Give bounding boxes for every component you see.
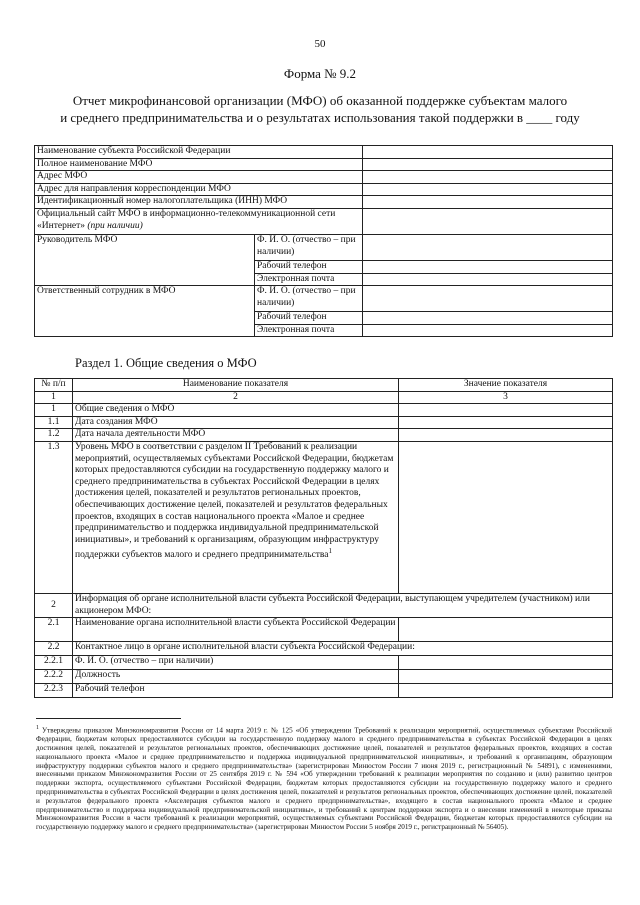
row-label-text: Уровень МФО в соответствии с разделом II Требований к реализации мероприятий, осуществляемых субъектами Российской Федерации, бюджетам которых предоставляются субсидии на государственную поддержку малого и среднего предпринимательства в субъектах Российской Федерации в целях достижения целей, показателей и результатов региональных проектов, обеспечивающих достижение целей, показателей и результатов федеральных проектов, входящих в состав национального проекта «Малое и среднее предпринимательство и поддержка индивидуальной предпринимательской инициативы», и требований к организациям, образующим инфраструктуру поддержки субъектов малого и среднего предпринимательства: [75, 441, 394, 561]
label-resp-phone: Рабочий телефон: [255, 312, 363, 325]
row-number: 2: [35, 593, 73, 617]
column-number-3: 3: [399, 391, 613, 404]
info-row-full-name: [35, 158, 613, 171]
table-row: [35, 593, 613, 617]
info-row-mail-address: [35, 183, 613, 196]
header-num: № п/п: [35, 379, 73, 392]
label-address: Адрес МФО: [35, 171, 363, 184]
label-head: Руководитель МФО: [35, 234, 255, 285]
row-number: 1.3: [35, 441, 73, 593]
table-row: [35, 416, 613, 429]
value-full-name[interactable]: [363, 158, 613, 171]
row-label: Рабочий телефон: [73, 684, 399, 698]
document-title: [40, 92, 600, 126]
title-line-2: и среднего предпринимательства и о результатах использования такой поддержки в ____ году: [60, 110, 580, 125]
row-label: Общие сведения о МФО: [73, 404, 399, 417]
info-row-head-fio: [35, 234, 613, 260]
value-head-phone[interactable]: [363, 260, 613, 273]
row-number: 2.2: [35, 642, 73, 656]
label-mail-address: Адрес для направления корреспонденции МФО: [35, 183, 363, 196]
table-row: [35, 656, 613, 670]
footnote: [36, 724, 612, 832]
info-row-website: [35, 208, 613, 234]
header-name: Наименование показателя: [73, 379, 399, 392]
value-resp-fio[interactable]: [363, 286, 613, 312]
row-number: 1: [35, 404, 73, 417]
row-number: 2.1: [35, 618, 73, 642]
label-region: Наименование субъекта Российской Федерации: [35, 146, 363, 159]
row-value[interactable]: [399, 656, 613, 670]
column-number-2: 2: [73, 391, 399, 404]
label-head-email: Электронная почта: [255, 273, 363, 286]
label-website: [35, 208, 363, 234]
row-label: Контактное лицо в органе исполнительной власти субъекта Российской Федерации:: [73, 642, 613, 656]
table-row: [35, 642, 613, 656]
footnote-separator: [36, 718, 181, 719]
value-mail-address[interactable]: [363, 183, 613, 196]
value-resp-email[interactable]: [363, 324, 613, 337]
row-label: Должность: [73, 670, 399, 684]
label-resp-email: Электронная почта: [255, 324, 363, 337]
title-line-1: Отчет микрофинансовой организации (МФО) об оказанной поддержке субъектам малого: [72, 93, 568, 108]
row-value[interactable]: [399, 404, 613, 417]
table-row: [35, 618, 613, 642]
value-website[interactable]: [363, 208, 613, 234]
row-label: [73, 441, 399, 593]
label-head-fio: Ф. И. О. (отчество – при наличии): [255, 234, 363, 260]
header-value: Значение показателя: [399, 379, 613, 392]
value-head-fio[interactable]: [363, 234, 613, 260]
header-row: [35, 379, 613, 392]
table-row: [35, 429, 613, 442]
row-value[interactable]: [399, 429, 613, 442]
value-region[interactable]: [363, 146, 613, 159]
row-value[interactable]: [399, 416, 613, 429]
row-number: 1.2: [35, 429, 73, 442]
row-label: Наименование органа исполнительной власти субъекта Российской Федерации: [73, 618, 399, 642]
info-row-resp-fio: [35, 286, 613, 312]
row-number: 2.2.3: [35, 684, 73, 698]
label-responsible: Ответственный сотрудник в МФО: [35, 286, 255, 337]
page-number: 50: [314, 38, 326, 50]
value-address[interactable]: [363, 171, 613, 184]
row-number: 1.1: [35, 416, 73, 429]
label-resp-fio: Ф. И. О. (отчество – при наличии): [255, 286, 363, 312]
value-head-email[interactable]: [363, 273, 613, 286]
table-row: [35, 441, 613, 593]
row-value[interactable]: [399, 684, 613, 698]
value-resp-phone[interactable]: [363, 312, 613, 325]
footnote-text: Утверждены приказом Минэкономразвития России от 14 марта 2019 г. № 125 «Об утверждении Требований к реализации мероприятий, осуществляемых субъектами Российской Федерации, бюджетам которых предоставляются субсидии на государственную поддержку малого и среднего предпринимательства в субъектах Российской Федерации в целях достижения целей, показателей и результатов региональных проектов, обеспечивающих достижение целей, показателей и результатов федеральных проектов, входящих в состав национального проекта «Малое и среднее предпринимательство и поддержка индивидуальной предпринимательской инициативы», и требований к организациям, образующим инфраструктуру поддержки субъектов малого и среднего предпринимательства» (зарегистрирован Минюстом России 7 июня 2019 г., регистрационный № 54891), с изменениями, внесенными приказом Минэкономразвития России от 25 сентября 2019 г. № 594 «Об утверждении требований к реализации мероприятия по созданию и (или) развитию центров поддержки экспорта, осуществляемого субъектами Российской Федерации, бюджетам которых предоставляются субсидии на государственную поддержку малого и среднего предпринимательства в субъектах Российской Федерации в целях достижения целей, показателей и результатов региональных проектов, обеспечивающих достижение целей, показателей и результатов федерального проекта «Акселерация субъектов малого и среднего предпринимательства», входящего в состав национального проекта «Малое и среднее предпринимательство и поддержка индивидуальной предпринимательской инициативы», и требований к центрам поддержки экспорта и о внесении изменений в некоторые приказы Минэкономразвития России в части требований к реализации мероприятий, осуществляемых субъектами Российской Федерации, бюджетам которых предоставляются субсидии на государственную поддержку малого и среднего предпринимательства» (зарегистрирован Минюстом России 5 ноября 2019 г., регистрационный № 56405).: [36, 726, 613, 832]
row-label: Дата создания МФО: [73, 416, 399, 429]
column-number-row: [35, 391, 613, 404]
footnote-ref: 1: [328, 547, 333, 556]
row-label: Ф. И. О. (отчество – при наличии): [73, 656, 399, 670]
row-number: 2.2.1: [35, 656, 73, 670]
label-head-phone: Рабочий телефон: [255, 260, 363, 273]
row-label: Информация об органе исполнительной власти субъекта Российской Федерации, выступающем учредителем (участником) или акционером МФО:: [73, 593, 613, 617]
section-1-title: Раздел 1. Общие сведения о МФО: [75, 356, 257, 370]
info-row-inn: [35, 196, 613, 209]
row-value[interactable]: [399, 441, 613, 593]
general-info-table: [34, 378, 613, 698]
column-number-1: 1: [35, 391, 73, 404]
label-website-main: Официальный сайт МФО в информационно-телекоммуникационной сети «Интернет»: [37, 208, 336, 231]
row-label: Дата начала деятельности МФО: [73, 429, 399, 442]
value-inn[interactable]: [363, 196, 613, 209]
label-full-name: Полное наименование МФО: [35, 158, 363, 171]
info-row-address: [35, 171, 613, 184]
table-row: [35, 404, 613, 417]
row-number: 2.2.2: [35, 670, 73, 684]
form-number: Форма № 9.2: [283, 66, 357, 81]
row-value[interactable]: [399, 618, 613, 642]
info-row-region: [35, 146, 613, 159]
table-row: [35, 670, 613, 684]
table-row: [35, 684, 613, 698]
row-value[interactable]: [399, 670, 613, 684]
label-website-note: (при наличии): [87, 220, 143, 231]
label-inn: Идентификационный номер налогоплательщика (ИНН) МФО: [35, 196, 363, 209]
footnote-mark: 1: [36, 725, 39, 731]
mfo-info-table: [34, 145, 613, 337]
